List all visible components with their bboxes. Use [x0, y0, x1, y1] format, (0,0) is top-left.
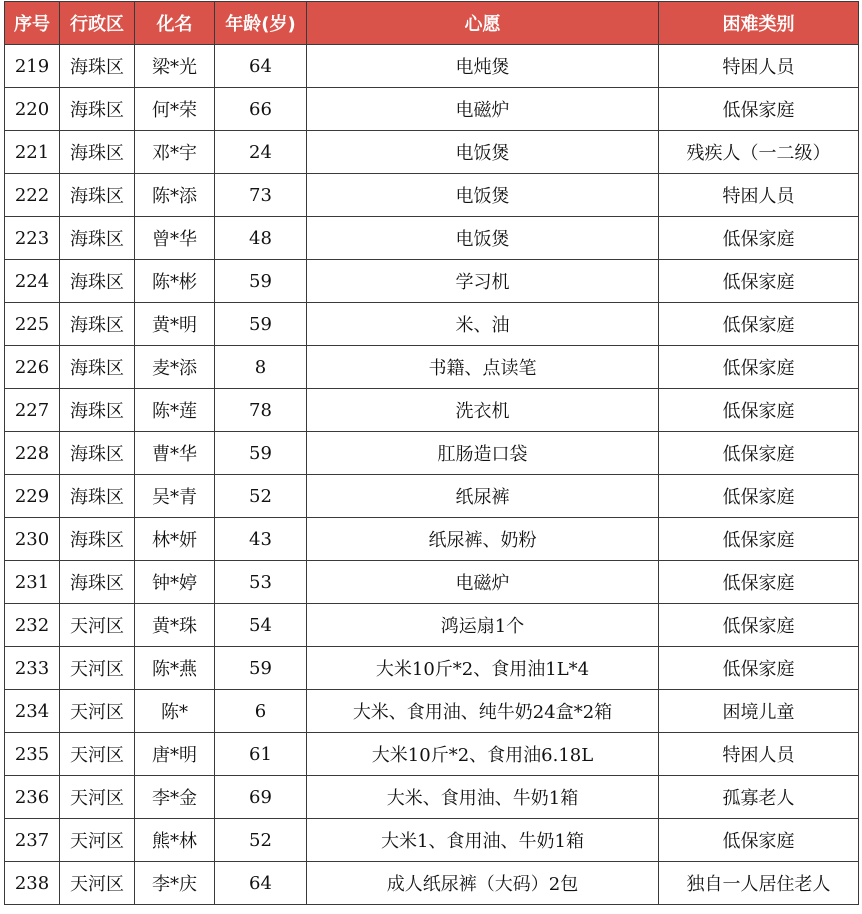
cell-wish: 电饭煲 — [307, 131, 659, 174]
cell-age: 6 — [215, 690, 307, 733]
cell-wish: 书籍、点读笔 — [307, 346, 659, 389]
cell-wish: 米、油 — [307, 303, 659, 346]
cell-wish: 洗衣机 — [307, 389, 659, 432]
cell-district: 海珠区 — [60, 475, 135, 518]
cell-alias: 李*金 — [135, 776, 215, 819]
cell-wish: 大米10斤*2、食用油1L*4 — [307, 647, 659, 690]
table-row — [5, 432, 859, 475]
cell-serial: 233 — [5, 647, 60, 690]
cell-category: 低保家庭 — [659, 432, 859, 475]
cell-wish: 电磁炉 — [307, 88, 659, 131]
header-district: 行政区 — [60, 2, 135, 45]
cell-alias: 李*庆 — [135, 862, 215, 905]
cell-category: 困境儿童 — [659, 690, 859, 733]
cell-district: 海珠区 — [60, 131, 135, 174]
cell-alias: 陈*莲 — [135, 389, 215, 432]
header-age: 年龄(岁) — [215, 2, 307, 45]
cell-serial: 224 — [5, 260, 60, 303]
cell-serial: 229 — [5, 475, 60, 518]
cell-district: 海珠区 — [60, 45, 135, 88]
cell-age: 52 — [215, 819, 307, 862]
cell-alias: 黄*珠 — [135, 604, 215, 647]
cell-alias: 陈*燕 — [135, 647, 215, 690]
cell-alias: 陈*彬 — [135, 260, 215, 303]
cell-district: 海珠区 — [60, 432, 135, 475]
cell-category: 残疾人（一二级） — [659, 131, 859, 174]
cell-age: 48 — [215, 217, 307, 260]
cell-district: 海珠区 — [60, 217, 135, 260]
cell-alias: 钟*婷 — [135, 561, 215, 604]
cell-serial: 235 — [5, 733, 60, 776]
header-row — [5, 2, 859, 45]
cell-category: 低保家庭 — [659, 260, 859, 303]
cell-category: 特困人员 — [659, 733, 859, 776]
table-row — [5, 518, 859, 561]
header-category: 困难类别 — [659, 2, 859, 45]
cell-serial: 228 — [5, 432, 60, 475]
cell-wish: 成人纸尿裤（大码）2包 — [307, 862, 659, 905]
cell-age: 59 — [215, 432, 307, 475]
table-row — [5, 690, 859, 733]
cell-age: 43 — [215, 518, 307, 561]
cell-age: 59 — [215, 303, 307, 346]
cell-age: 53 — [215, 561, 307, 604]
cell-category: 低保家庭 — [659, 475, 859, 518]
cell-district: 海珠区 — [60, 174, 135, 217]
cell-serial: 220 — [5, 88, 60, 131]
table-row — [5, 45, 859, 88]
cell-serial: 238 — [5, 862, 60, 905]
wish-table — [4, 1, 859, 905]
cell-category: 特困人员 — [659, 174, 859, 217]
cell-wish: 电磁炉 — [307, 561, 659, 604]
cell-district: 天河区 — [60, 604, 135, 647]
cell-age: 24 — [215, 131, 307, 174]
cell-category: 独自一人居住老人 — [659, 862, 859, 905]
cell-wish: 大米10斤*2、食用油6.18L — [307, 733, 659, 776]
cell-age: 69 — [215, 776, 307, 819]
cell-alias: 吴*青 — [135, 475, 215, 518]
cell-age: 54 — [215, 604, 307, 647]
cell-category: 特困人员 — [659, 45, 859, 88]
cell-serial: 231 — [5, 561, 60, 604]
cell-district: 海珠区 — [60, 561, 135, 604]
cell-category: 低保家庭 — [659, 217, 859, 260]
cell-wish: 大米、食用油、纯牛奶24盒*2箱 — [307, 690, 659, 733]
cell-age: 66 — [215, 88, 307, 131]
cell-age: 59 — [215, 260, 307, 303]
cell-district: 天河区 — [60, 647, 135, 690]
cell-district: 海珠区 — [60, 389, 135, 432]
cell-serial: 227 — [5, 389, 60, 432]
cell-alias: 曾*华 — [135, 217, 215, 260]
cell-district: 海珠区 — [60, 260, 135, 303]
cell-alias: 林*妍 — [135, 518, 215, 561]
cell-wish: 纸尿裤 — [307, 475, 659, 518]
table-row — [5, 346, 859, 389]
cell-district: 海珠区 — [60, 346, 135, 389]
header-alias: 化名 — [135, 2, 215, 45]
cell-alias: 熊*林 — [135, 819, 215, 862]
header-wish: 心愿 — [307, 2, 659, 45]
table-body — [5, 45, 859, 905]
cell-serial: 226 — [5, 346, 60, 389]
cell-wish: 鸿运扇1个 — [307, 604, 659, 647]
table-row — [5, 604, 859, 647]
table-row — [5, 862, 859, 905]
table-row — [5, 819, 859, 862]
cell-district: 天河区 — [60, 776, 135, 819]
cell-serial: 237 — [5, 819, 60, 862]
cell-alias: 黄*明 — [135, 303, 215, 346]
cell-category: 孤寡老人 — [659, 776, 859, 819]
cell-serial: 236 — [5, 776, 60, 819]
cell-age: 73 — [215, 174, 307, 217]
table-row — [5, 303, 859, 346]
cell-alias: 何*荣 — [135, 88, 215, 131]
cell-category: 低保家庭 — [659, 346, 859, 389]
cell-serial: 234 — [5, 690, 60, 733]
table-row — [5, 88, 859, 131]
cell-wish: 电饭煲 — [307, 174, 659, 217]
header-serial: 序号 — [5, 2, 60, 45]
cell-serial: 232 — [5, 604, 60, 647]
cell-age: 78 — [215, 389, 307, 432]
cell-district: 天河区 — [60, 862, 135, 905]
cell-district: 海珠区 — [60, 303, 135, 346]
cell-serial: 225 — [5, 303, 60, 346]
cell-age: 59 — [215, 647, 307, 690]
cell-district: 天河区 — [60, 733, 135, 776]
cell-age: 52 — [215, 475, 307, 518]
cell-wish: 肛肠造口袋 — [307, 432, 659, 475]
cell-alias: 梁*光 — [135, 45, 215, 88]
table-row — [5, 475, 859, 518]
cell-district: 天河区 — [60, 819, 135, 862]
cell-alias: 曹*华 — [135, 432, 215, 475]
cell-serial: 221 — [5, 131, 60, 174]
cell-district: 天河区 — [60, 690, 135, 733]
cell-age: 8 — [215, 346, 307, 389]
cell-category: 低保家庭 — [659, 604, 859, 647]
cell-alias: 麦*添 — [135, 346, 215, 389]
cell-wish: 电饭煲 — [307, 217, 659, 260]
cell-alias: 陈*添 — [135, 174, 215, 217]
table-row — [5, 733, 859, 776]
table-row — [5, 647, 859, 690]
cell-wish: 学习机 — [307, 260, 659, 303]
cell-age: 61 — [215, 733, 307, 776]
cell-alias: 邓*宇 — [135, 131, 215, 174]
table-row — [5, 561, 859, 604]
cell-serial: 219 — [5, 45, 60, 88]
cell-age: 64 — [215, 862, 307, 905]
cell-serial: 230 — [5, 518, 60, 561]
table-row — [5, 131, 859, 174]
cell-wish: 大米1、食用油、牛奶1箱 — [307, 819, 659, 862]
table-row — [5, 174, 859, 217]
cell-category: 低保家庭 — [659, 518, 859, 561]
cell-wish: 电炖煲 — [307, 45, 659, 88]
cell-category: 低保家庭 — [659, 389, 859, 432]
table-row — [5, 389, 859, 432]
cell-category: 低保家庭 — [659, 88, 859, 131]
cell-age: 64 — [215, 45, 307, 88]
cell-serial: 223 — [5, 217, 60, 260]
table-row — [5, 260, 859, 303]
cell-category: 低保家庭 — [659, 303, 859, 346]
table-row — [5, 776, 859, 819]
cell-alias: 陈* — [135, 690, 215, 733]
cell-wish: 纸尿裤、奶粉 — [307, 518, 659, 561]
cell-category: 低保家庭 — [659, 819, 859, 862]
cell-category: 低保家庭 — [659, 647, 859, 690]
cell-wish: 大米、食用油、牛奶1箱 — [307, 776, 659, 819]
cell-alias: 唐*明 — [135, 733, 215, 776]
cell-district: 海珠区 — [60, 88, 135, 131]
cell-category: 低保家庭 — [659, 561, 859, 604]
table-row — [5, 217, 859, 260]
cell-serial: 222 — [5, 174, 60, 217]
cell-district: 海珠区 — [60, 518, 135, 561]
